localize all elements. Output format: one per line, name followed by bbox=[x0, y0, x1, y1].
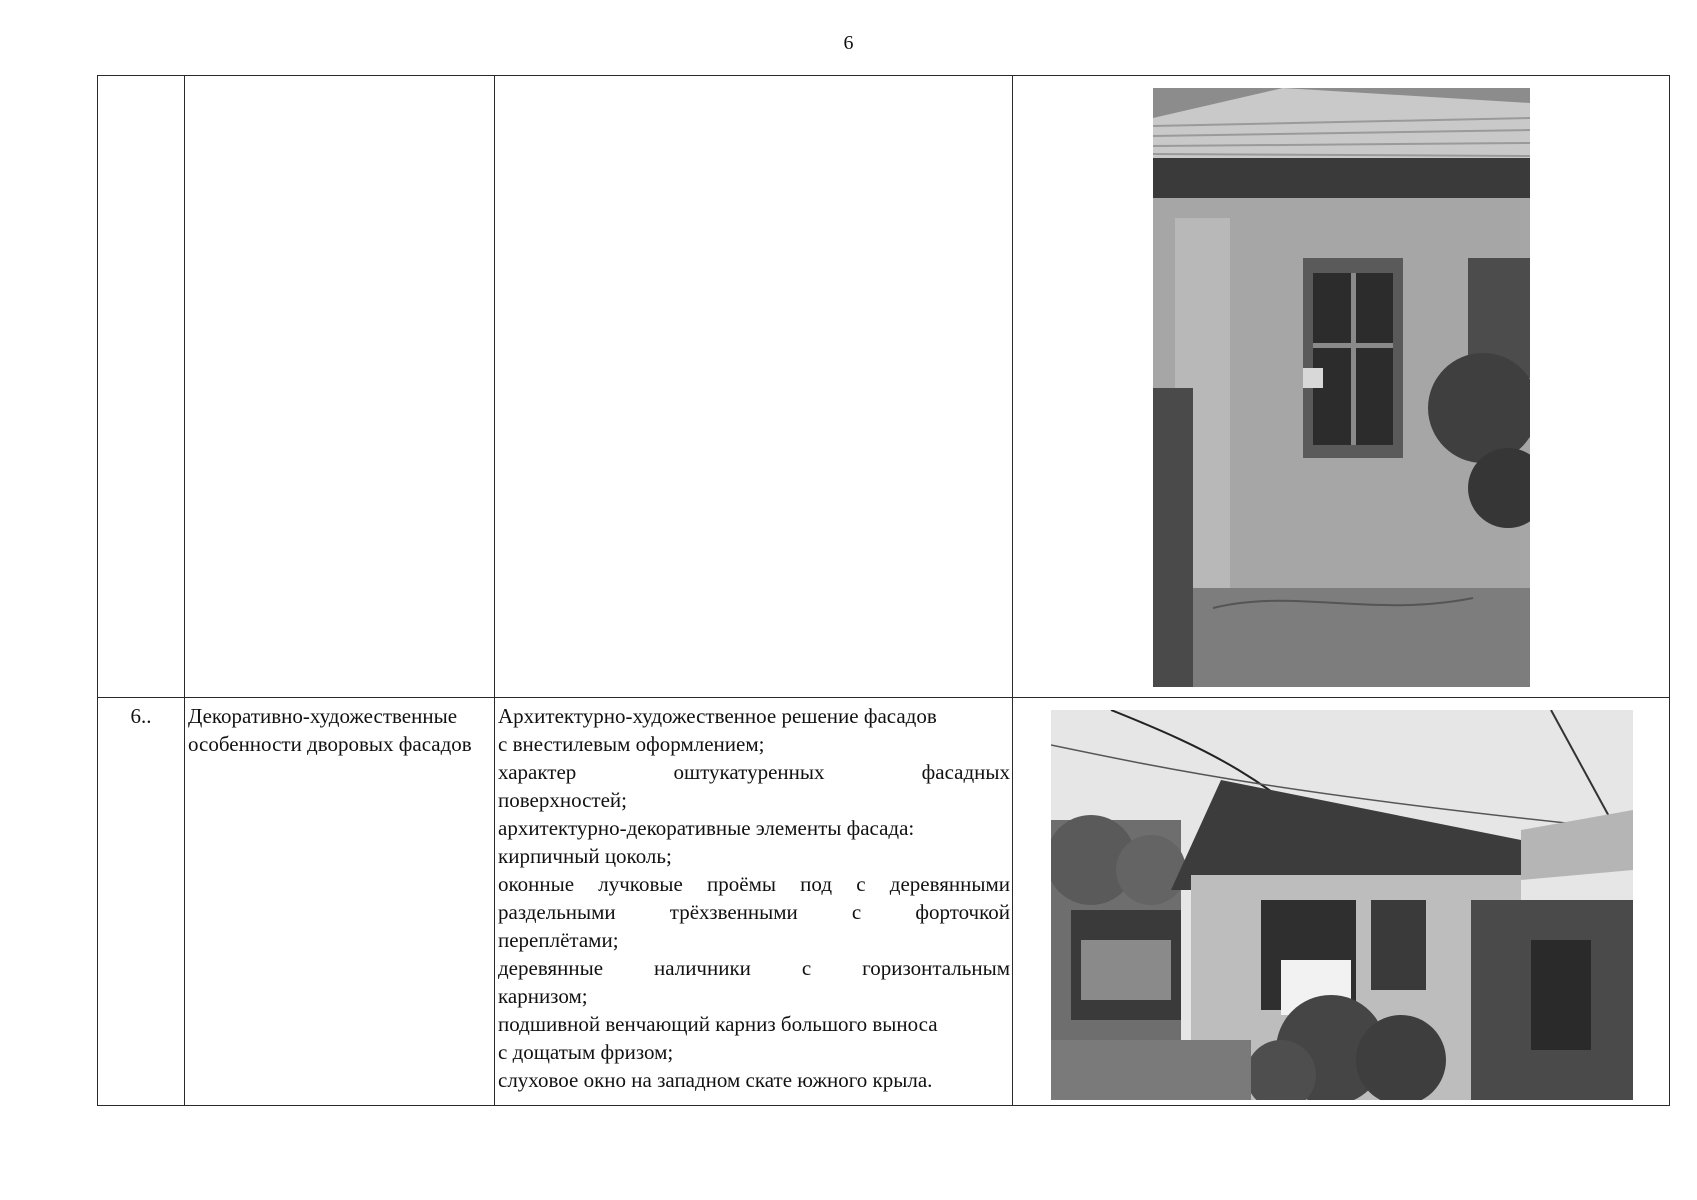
description-line: поверхностей; bbox=[498, 788, 628, 812]
page-number: 6 bbox=[843, 32, 854, 54]
row-description-cell bbox=[495, 698, 1013, 1106]
table-row bbox=[98, 698, 1670, 1106]
description-line: переплётами; bbox=[498, 928, 619, 952]
heritage-table bbox=[97, 75, 1670, 1106]
description-line: кирпичный цоколь; bbox=[498, 844, 672, 868]
row-description-cell bbox=[495, 76, 1013, 698]
row-name-cell bbox=[185, 76, 495, 698]
description-line: с внестилевым оформлением; bbox=[498, 732, 765, 756]
row-name-cell: Декоративно-художественные особенности дворовых фасадов bbox=[185, 698, 495, 1106]
row-photo-cell bbox=[1013, 698, 1670, 1106]
row-number-cell bbox=[98, 76, 185, 698]
house-window-photo bbox=[1153, 88, 1530, 687]
description-line: с дощатым фризом; bbox=[498, 1040, 674, 1064]
description-line: архитектурно-декоративные элементы фасада: bbox=[498, 816, 915, 840]
table-row bbox=[98, 76, 1670, 698]
description-line: деревянные наличники с горизонтальным bbox=[498, 956, 1010, 980]
row-photo-cell bbox=[1013, 76, 1670, 698]
description-line: карнизом; bbox=[498, 984, 588, 1008]
row-number-cell: 6.. bbox=[98, 698, 185, 1106]
description-line: подшивной венчающий карниз большого выноса bbox=[498, 1012, 938, 1036]
description-line: оконные лучковые проёмы под с деревянными bbox=[498, 872, 1010, 896]
description-line: Архитектурно-художественное решение фасадов bbox=[498, 704, 937, 728]
description-line: характер оштукатуренных фасадных bbox=[498, 760, 1010, 784]
description-line: раздельными трёхзвенными с форточкой bbox=[498, 900, 1010, 924]
courtyard-house-photo bbox=[1051, 710, 1633, 1100]
description-line: слуховое окно на западном скате южного крыла. bbox=[498, 1068, 933, 1092]
